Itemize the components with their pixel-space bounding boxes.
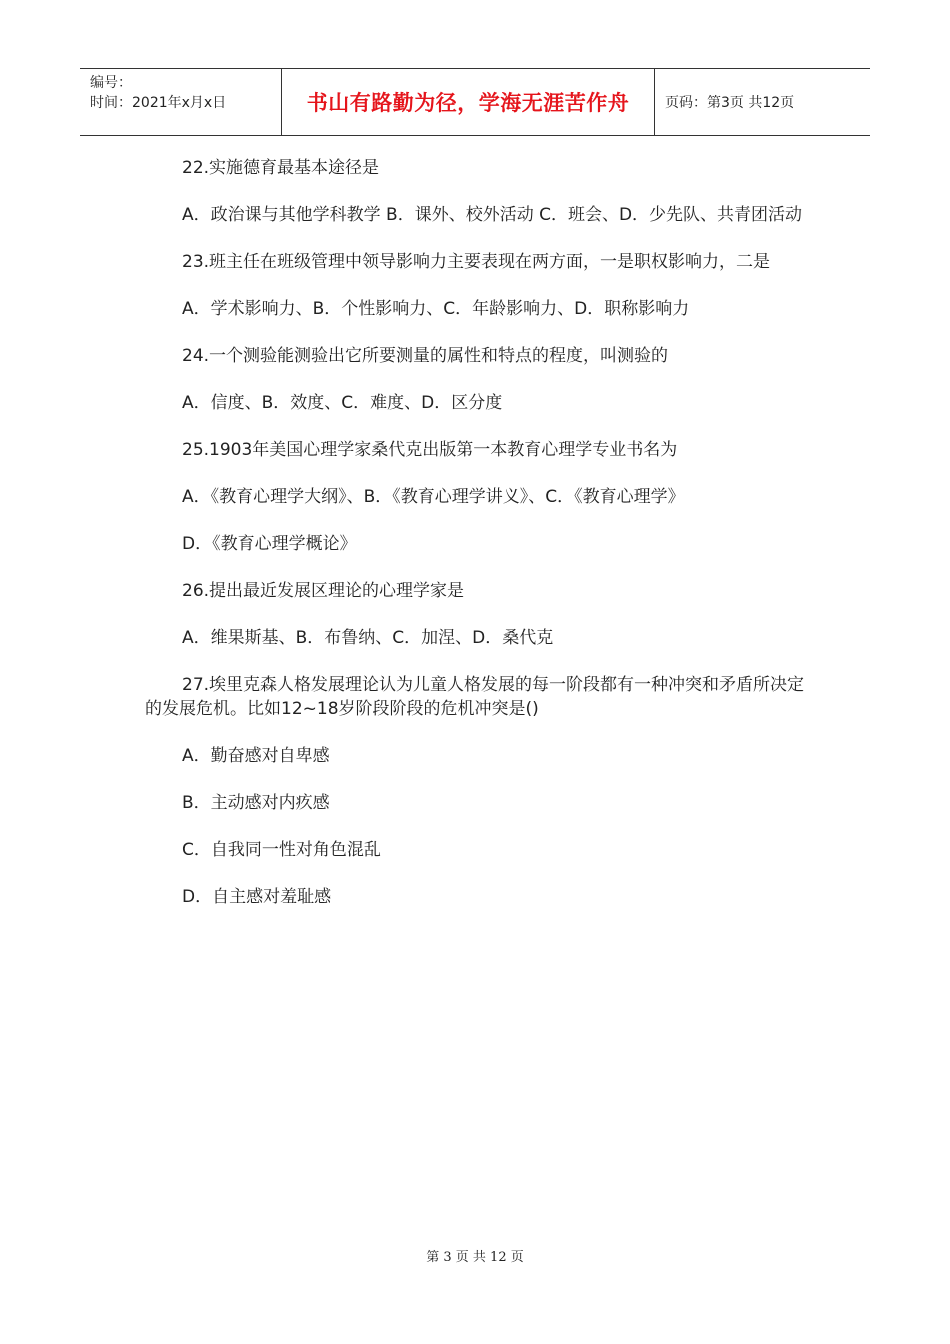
options-25-line2: D．《教育心理学概论》 xyxy=(182,534,357,554)
serial-label: 编号： xyxy=(90,75,132,91)
options-23: A．学术影响力、B．个性影响力、C．年龄影响力、D．职称影响力 xyxy=(182,299,690,319)
time-line: 时间：2021年x月x日 xyxy=(90,95,227,111)
document-body xyxy=(145,156,815,932)
question-22: 22.实施德育最基本途径是 xyxy=(182,158,380,178)
header-motto-cell xyxy=(282,69,655,135)
header-meta xyxy=(80,69,282,135)
option-27-d: D．自主感对羞耻感 xyxy=(182,887,332,907)
page-footer: 第 3 页 共 12 页 xyxy=(426,1250,524,1265)
options-25-line1: A．《教育心理学大纲》、B．《教育心理学讲义》、C．《教育心理学》 xyxy=(182,487,685,507)
option-27-c: C．自我同一性对角色混乱 xyxy=(182,840,381,860)
page-info: 页码：第3页 共12页 xyxy=(665,95,795,111)
question-26: 26.提出最近发展区理论的心理学家是 xyxy=(182,581,465,601)
page-header xyxy=(80,68,870,136)
option-27-a: A．勤奋感对自卑感 xyxy=(182,746,330,766)
question-27: 27.埃里克森人格发展理论认为儿童人格发展的每一阶段都有一种冲突和矛盾所决定的发展危机。比如12~18岁阶段阶段的危机冲突是() xyxy=(145,675,805,719)
question-25: 25.1903年美国心理学家桑代克出版第一本教育心理学专业书名为 xyxy=(182,440,678,460)
options-26: A．维果斯基、B．布鲁纳、C．加涅、D．桑代克 xyxy=(182,628,554,648)
motto: 书山有路勤为径，学海无涯苦作舟 xyxy=(306,90,630,115)
header-page-info-cell xyxy=(655,69,870,135)
options-22: A．政治课与其他学科教学 B．课外、校外活动 C．班会、D．少先队、共青团活动 xyxy=(182,205,803,225)
options-24: A．信度、B．效度、C．难度、D．区分度 xyxy=(182,393,503,413)
option-27-b: B．主动感对内疚感 xyxy=(182,793,330,813)
question-24: 24.一个测验能测验出它所要测量的属性和特点的程度，叫测验的 xyxy=(182,346,669,366)
question-23: 23.班主任在班级管理中领导影响力主要表现在两方面，一是职权影响力，二是 xyxy=(182,252,771,272)
